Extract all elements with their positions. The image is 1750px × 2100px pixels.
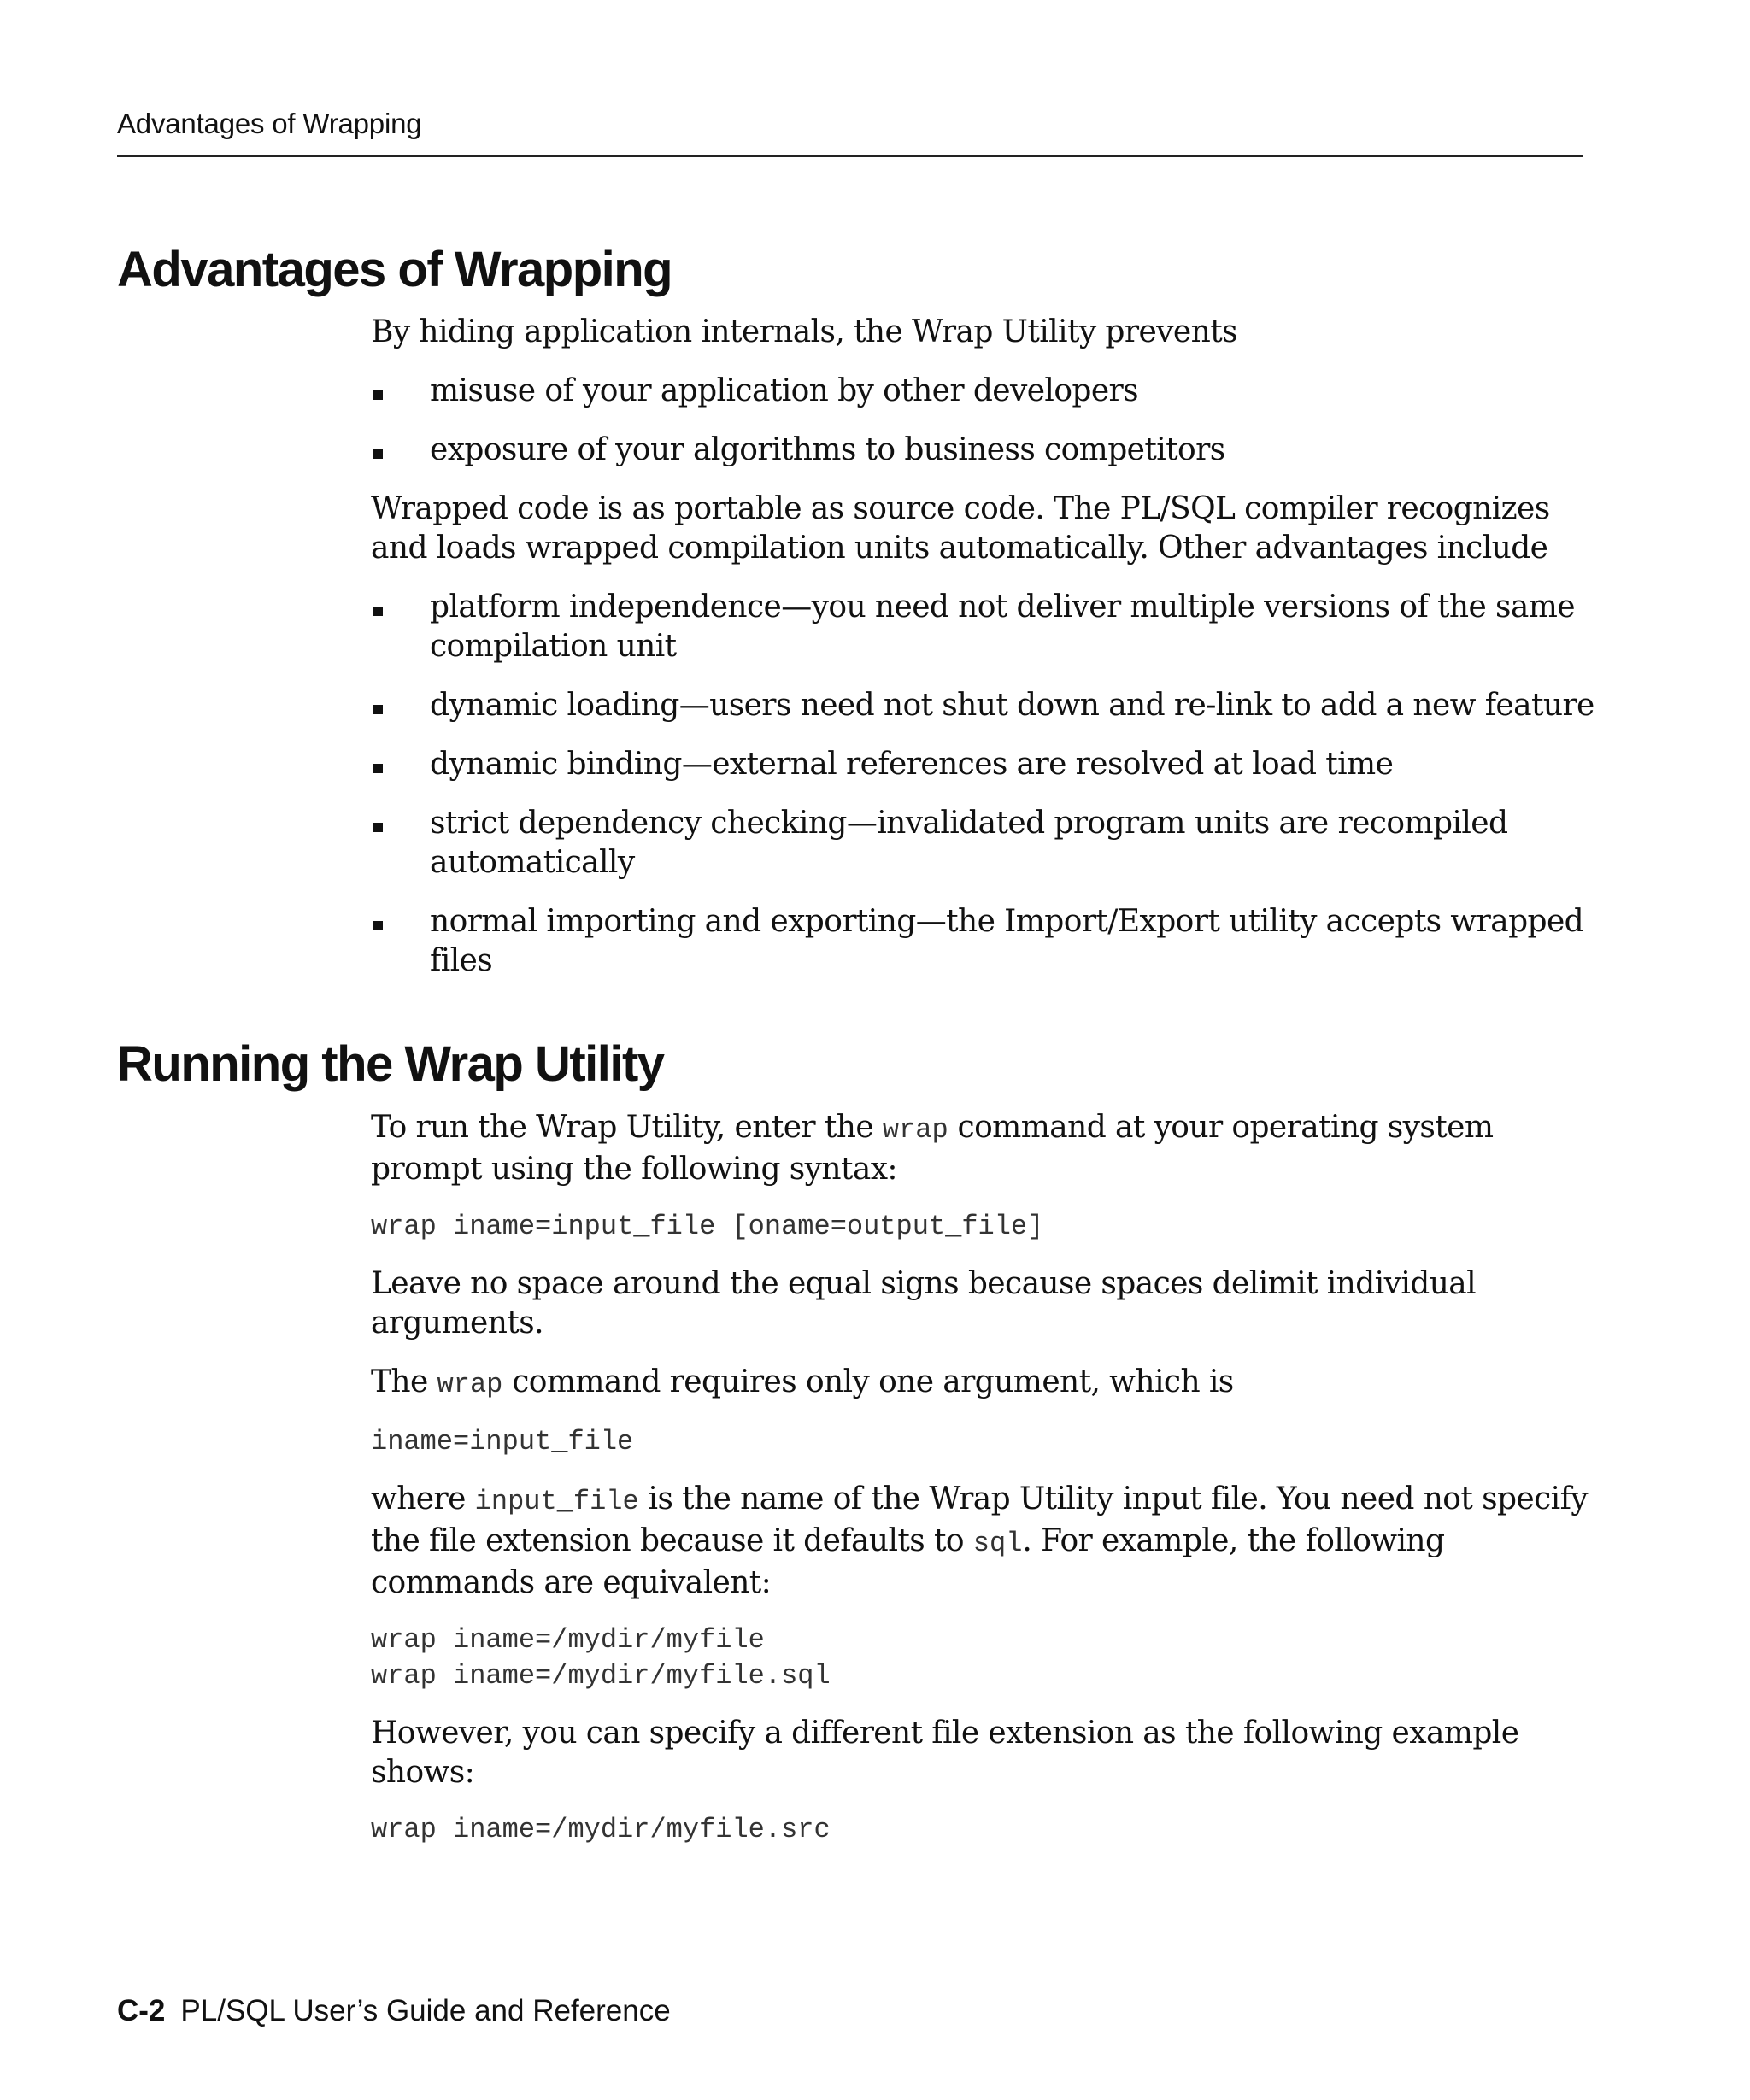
text-run: is the name of the Wrap Utility input file. You need not specify the file extension because it defaults to	[371, 1481, 1589, 1558]
text-run: command requires only one argument, which is	[502, 1364, 1234, 1399]
inline-code: wrap	[882, 1114, 948, 1146]
list-item-text: misuse of your application by other developers	[430, 373, 1139, 408]
argument-paragraph	[371, 1363, 1601, 1405]
page-number: C-2	[117, 1994, 166, 2027]
equivalent-commands-code-block: wrap iname=/mydir/myfile wrap iname=/mydir/myfile.sql	[371, 1624, 831, 1692]
inline-code: wrap	[437, 1369, 503, 1400]
extension-paragraph	[371, 1480, 1601, 1603]
text-run: command at your operating system prompt using the following syntax:	[371, 1110, 1494, 1187]
bullet-icon	[373, 764, 383, 773]
text-run: The	[371, 1364, 438, 1399]
bullet-icon	[373, 390, 383, 400]
book-title: PL/SQL User’s Guide and Reference	[180, 1994, 671, 2027]
text-run: where	[371, 1481, 475, 1516]
list-item-text: dynamic loading—users need not shut down and re-link to add a new feature	[430, 688, 1594, 723]
text-run: . For example, the following commands are equivalent:	[371, 1523, 1445, 1600]
bullet-icon	[373, 705, 383, 714]
list-item-text: strict dependency checking—invalidated program units are recompiled automatically	[430, 806, 1508, 880]
intro-paragraph: By hiding application internals, the Wrap Utility prevents	[371, 314, 1237, 349]
header-rule	[117, 155, 1583, 157]
list-item	[371, 804, 1601, 883]
list-item	[371, 745, 1601, 784]
syntax-code-block: wrap iname=input_file [oname=output_file]	[371, 1211, 1044, 1242]
list-item	[371, 902, 1601, 981]
list-item	[371, 686, 1601, 725]
spaces-paragraph: Leave no space around the equal signs because spaces delimit individual arguments.	[371, 1266, 1477, 1340]
section-heading-running: Running the Wrap Utility	[117, 1036, 664, 1092]
list-item-text: exposure of your algorithms to business competitors	[430, 432, 1225, 467]
page-footer	[117, 1994, 671, 2028]
list-item	[371, 372, 1601, 411]
portability-paragraph: Wrapped code is as portable as source code. The PL/SQL compiler recognizes and loads wrapped compilation units automatically. Other advantages include	[371, 491, 1550, 566]
list-item-text: platform independence—you need not deliver multiple versions of the same compilation unit	[430, 590, 1575, 664]
bullet-icon	[373, 921, 383, 930]
list-item-text: dynamic binding—external references are resolved at load time	[430, 747, 1394, 782]
inline-code: input_file	[474, 1486, 639, 1517]
argument-code-block: iname=input_file	[371, 1426, 634, 1458]
src-example-code-block: wrap iname=/mydir/myfile.src	[371, 1814, 831, 1845]
running-header: Advantages of Wrapping	[117, 108, 422, 139]
text-run: To run the Wrap Utility, enter the	[371, 1110, 883, 1145]
inline-code: sql	[972, 1528, 1023, 1559]
bullet-icon	[373, 607, 383, 616]
advantages-list	[371, 588, 1601, 981]
prevents-list	[371, 372, 1601, 470]
list-item	[371, 431, 1601, 470]
list-item-text: normal importing and exporting—the Import/Export utility accepts wrapped files	[430, 904, 1584, 978]
section-body-running	[371, 1108, 1601, 1868]
different-extension-paragraph: However, you can specify a different file extension as the following example shows:	[371, 1716, 1519, 1790]
list-item	[371, 588, 1601, 666]
bullet-icon	[373, 449, 383, 459]
section-heading-advantages: Advantages of Wrapping	[117, 242, 672, 297]
run-paragraph	[371, 1108, 1601, 1189]
section-body-advantages	[371, 313, 1601, 1000]
bullet-icon	[373, 823, 383, 832]
